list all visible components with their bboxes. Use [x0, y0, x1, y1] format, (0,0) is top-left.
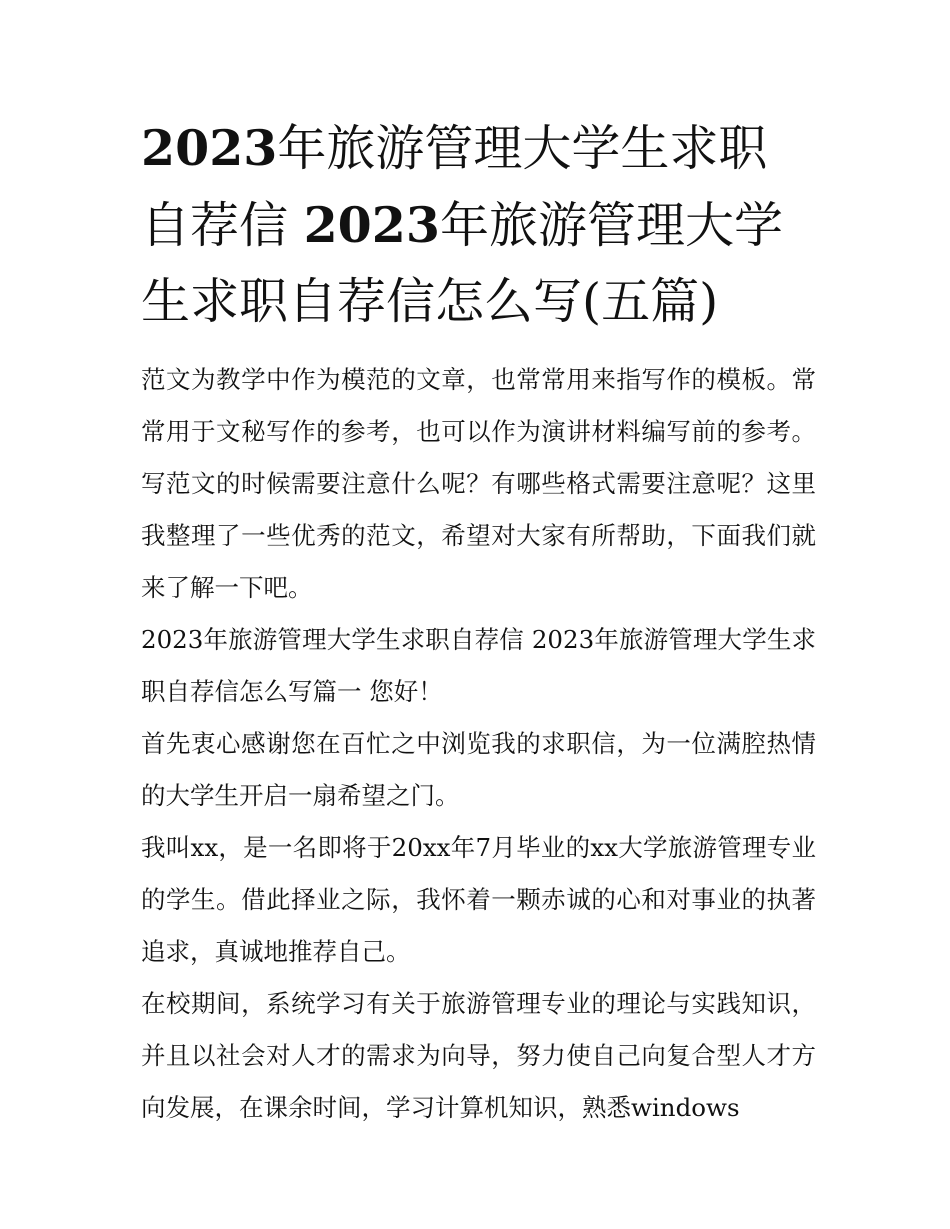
- paragraph-study: 在校期间，系统学习有关于旅游管理专业的理论与实践知识，并且以社会对人才的需求为向导，努力使自己向复合型人才方向发展，在课余时间，学习计算机知识，熟悉windows: [141, 989, 816, 1122]
- paragraph-intro: 范文为教学中作为模范的文章，也常常用来指写作的模板。常常用于文秘写作的参考，也可以作为演讲材料编写前的参考。写范文的时候需要注意什么呢？有哪些格式需要注意呢？这里我整理了一些优秀的范文，希望对大家有所帮助，下面我们就来了解一下吧。: [141, 365, 816, 602]
- paragraph-thanks: 首先衷心感谢您在百忙之中浏览我的求职信，为一位满腔热情的大学生开启一扇希望之门。: [141, 729, 816, 810]
- paragraph-heading: 2023年旅游管理大学生求职自荐信 2023年旅游管理大学生求职自荐信怎么写篇一 您好！: [141, 625, 816, 706]
- document-title: 2023年旅游管理大学生求职自荐信 2023年旅游管理大学生求职自荐信怎么写(五篇): [141, 119, 783, 330]
- paragraph-self-intro: 我叫xx，是一名即将于20xx年7月毕业的xx大学旅游管理专业的学生。借此择业之际，我怀着一颗赤诚的心和对事业的执著追求，真诚地推荐自己。: [141, 833, 816, 966]
- document-page: [141, 110, 816, 1134]
